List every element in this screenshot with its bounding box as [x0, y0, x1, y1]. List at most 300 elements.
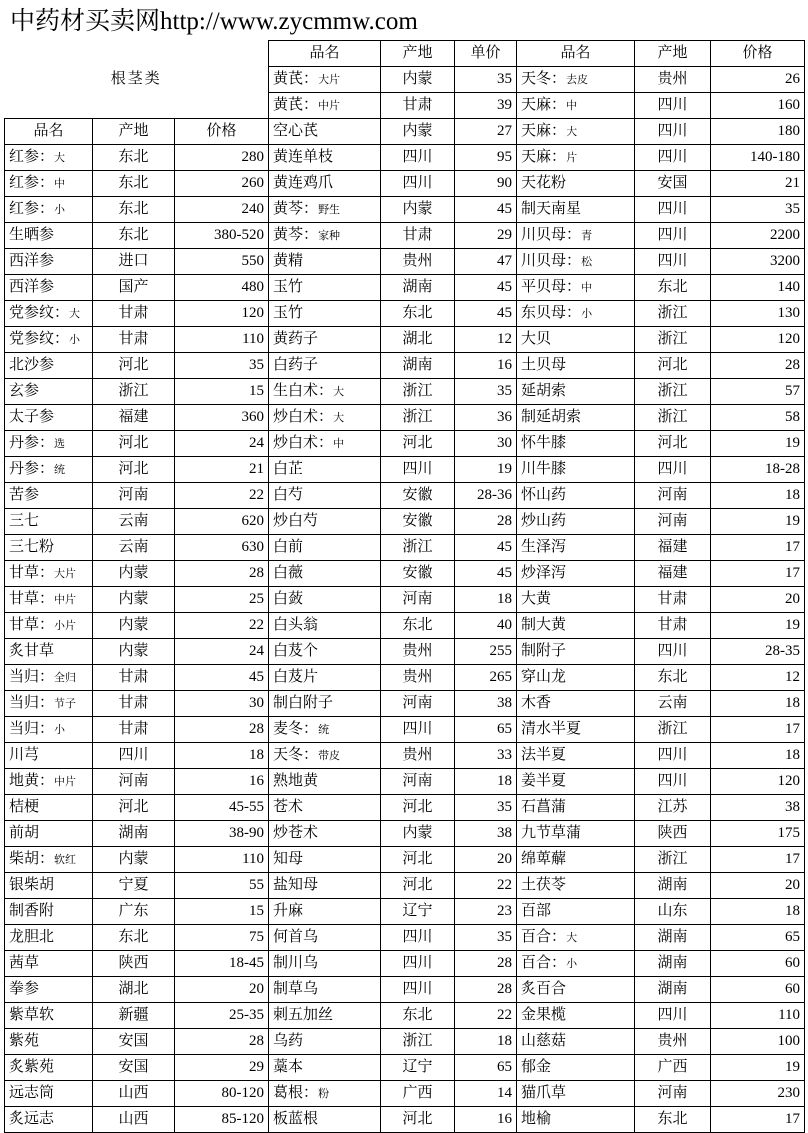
cell-origin: 辽宁: [381, 899, 455, 925]
cell-origin: 陕西: [635, 821, 711, 847]
table-row: [5, 977, 805, 1003]
cell-origin: 浙江: [381, 1029, 455, 1055]
product-name-text: 熟地黄: [273, 773, 319, 789]
cell-product-name: [269, 509, 381, 535]
cell-price: 130: [711, 301, 805, 327]
cell-origin: 四川: [93, 743, 175, 769]
product-name-text: 生泽泻: [521, 539, 567, 555]
cell-product-name: [5, 977, 93, 1003]
cell-product-name: [269, 691, 381, 717]
cell-product-name: [269, 223, 381, 249]
cell-origin: 山东: [635, 899, 711, 925]
cell-product-name: [269, 145, 381, 171]
cell-origin: 四川: [635, 93, 711, 119]
table-row: [5, 1003, 805, 1029]
cell-product-name: [5, 899, 93, 925]
cell-origin: 河北: [93, 353, 175, 379]
header-origin-left: 产地: [93, 119, 175, 145]
table-row: [5, 925, 805, 951]
cell-price: 65: [455, 717, 517, 743]
cell-price: 40: [455, 613, 517, 639]
product-name-text: 黄芪: [273, 70, 304, 87]
product-name-text: 川贝母: [521, 252, 567, 269]
table-row: [5, 769, 805, 795]
product-note-separator: ：: [54, 330, 70, 347]
product-note-separator: ：: [39, 668, 55, 685]
cell-price: 620: [175, 509, 269, 535]
product-name-text: 桔梗: [9, 799, 40, 815]
cell-product-name: [5, 665, 93, 691]
product-name-text: 红参: [9, 148, 40, 165]
cell-origin: 浙江: [381, 379, 455, 405]
product-name-text: 姜半夏: [521, 773, 567, 789]
product-name-text: 空心芪: [273, 123, 319, 139]
cell-product-name: [5, 301, 93, 327]
cell-price: 35: [455, 379, 517, 405]
cell-origin: 河南: [381, 691, 455, 717]
product-name-text: 刺五加丝: [273, 1007, 334, 1023]
product-name-text: 金果榄: [521, 1007, 567, 1023]
cell-origin: 甘肃: [381, 93, 455, 119]
cell-product-name: [517, 899, 635, 925]
cell-origin: 浙江: [635, 717, 711, 743]
table-row: [5, 457, 805, 483]
product-name-text: 黄连单枝: [273, 149, 334, 165]
cell-product-name: [5, 769, 93, 795]
product-name-text: 龙胆北: [9, 929, 55, 945]
product-name-text: 何首乌: [273, 929, 319, 945]
cell-price: 140-180: [711, 145, 805, 171]
product-name-text: 木香: [521, 695, 552, 711]
table-row: [5, 847, 805, 873]
product-note-separator: ：: [303, 746, 319, 763]
cell-origin: 四川: [635, 743, 711, 769]
cell-price: 260: [175, 171, 269, 197]
table-row: [5, 613, 805, 639]
cell-product-name: [269, 925, 381, 951]
cell-price: 20: [175, 977, 269, 1003]
cell-origin: 内蒙: [93, 613, 175, 639]
cell-origin: 河北: [381, 1107, 455, 1133]
header-origin-mid: 产地: [381, 41, 455, 67]
cell-price: 18: [455, 1029, 517, 1055]
product-name-text: 苦参: [9, 487, 40, 503]
cell-product-name: [517, 665, 635, 691]
product-note-text: 松: [581, 255, 593, 268]
header-price-right: 价格: [711, 41, 805, 67]
cell-price: 22: [455, 1003, 517, 1029]
cell-origin: 甘肃: [93, 301, 175, 327]
product-name-text: 苍术: [273, 799, 304, 815]
cell-price: 18: [711, 899, 805, 925]
product-name-text: 炒白术: [273, 434, 319, 451]
product-name-text: 制附子: [521, 643, 567, 659]
cell-origin: 贵州: [635, 67, 711, 93]
product-name-text: 红参: [9, 174, 40, 191]
cell-price: 45: [455, 197, 517, 223]
cell-product-name: [269, 431, 381, 457]
cell-price: 30: [175, 691, 269, 717]
cell-price: 265: [455, 665, 517, 691]
cell-product-name: [5, 379, 93, 405]
cell-price: 28: [455, 951, 517, 977]
product-name-text: 炒白术: [273, 408, 319, 425]
table-row: [5, 587, 805, 613]
product-note-separator: ：: [551, 954, 567, 971]
product-name-text: 百部: [521, 903, 552, 919]
table-row: [5, 821, 805, 847]
cell-origin: 湖南: [635, 951, 711, 977]
cell-origin: 东北: [381, 301, 455, 327]
product-note-text: 野生: [318, 203, 341, 216]
cell-price: 550: [175, 249, 269, 275]
cell-origin: 安国: [93, 1029, 175, 1055]
cell-product-name: [269, 353, 381, 379]
product-note-text: 选: [54, 437, 66, 450]
product-note-separator: ：: [39, 772, 55, 789]
product-note-text: 小: [54, 723, 66, 736]
cell-origin: 河北: [381, 873, 455, 899]
cell-origin: 河南: [635, 1081, 711, 1107]
product-name-text: 炒白芍: [273, 513, 319, 529]
product-name-text: 百合: [521, 928, 552, 945]
cell-price: 28: [175, 561, 269, 587]
table-row: [5, 691, 805, 717]
cell-product-name: [517, 535, 635, 561]
cell-origin: 内蒙: [381, 119, 455, 145]
product-name-text: 制白附子: [273, 695, 334, 711]
product-note-text: 小: [581, 307, 593, 320]
product-name-text: 茜草: [9, 955, 40, 971]
cell-product-name: [517, 951, 635, 977]
cell-origin: 四川: [635, 197, 711, 223]
product-note-separator: ：: [39, 590, 55, 607]
cell-origin: 湖南: [635, 873, 711, 899]
cell-price: 28-36: [455, 483, 517, 509]
cell-origin: 新疆: [93, 1003, 175, 1029]
cell-origin: 进口: [93, 249, 175, 275]
product-note-text: 中: [54, 177, 66, 190]
cell-price: 35: [455, 67, 517, 93]
cell-origin: 四川: [381, 925, 455, 951]
cell-price: 95: [455, 145, 517, 171]
cell-origin: 云南: [93, 509, 175, 535]
cell-product-name: [517, 769, 635, 795]
cell-product-name: [517, 457, 635, 483]
cell-origin: 内蒙: [93, 847, 175, 873]
cell-origin: 福建: [635, 561, 711, 587]
cell-product-name: [517, 145, 635, 171]
product-name-text: 炙甘草: [9, 643, 55, 659]
product-name-text: 拳参: [9, 981, 40, 997]
cell-product-name: [269, 1055, 381, 1081]
cell-product-name: [269, 171, 381, 197]
table-row: [5, 249, 805, 275]
product-name-text: 红参: [9, 200, 40, 217]
product-name-text: 法半夏: [521, 747, 567, 763]
cell-product-name: [5, 847, 93, 873]
product-name-text: 甘草: [9, 616, 40, 633]
product-name-text: 银柴胡: [9, 877, 55, 893]
cell-product-name: [517, 743, 635, 769]
product-note-separator: ：: [39, 200, 55, 217]
cell-product-name: [517, 561, 635, 587]
cell-product-name: [269, 847, 381, 873]
cell-origin: 东北: [93, 171, 175, 197]
table-row: [5, 301, 805, 327]
cell-origin: 湖南: [93, 821, 175, 847]
cell-price: 2200: [711, 223, 805, 249]
cell-origin: 四川: [635, 119, 711, 145]
cell-price: 38: [455, 691, 517, 717]
table-row: [5, 431, 805, 457]
cell-price: 45: [455, 561, 517, 587]
product-name-text: 玉竹: [273, 279, 304, 295]
product-name-text: 东贝母: [521, 304, 567, 321]
product-note-separator: ：: [39, 148, 55, 165]
cell-price: 19: [711, 509, 805, 535]
product-note-separator: ：: [318, 408, 334, 425]
table-row: [5, 1081, 805, 1107]
product-name-text: 天冬: [273, 746, 304, 763]
table-row: [5, 197, 805, 223]
cell-price: 140: [711, 275, 805, 301]
table-row: [5, 1107, 805, 1133]
cell-origin: 浙江: [381, 535, 455, 561]
product-name-text: 知母: [273, 851, 304, 867]
cell-product-name: [269, 665, 381, 691]
price-table-body: [5, 41, 805, 1133]
cell-product-name: [517, 171, 635, 197]
product-name-text: 黄连鸡爪: [273, 175, 334, 191]
cell-price: 60: [711, 977, 805, 1003]
cell-price: 180: [711, 119, 805, 145]
cell-origin: 四川: [381, 457, 455, 483]
cell-origin: 内蒙: [381, 821, 455, 847]
cell-origin: 云南: [635, 691, 711, 717]
cell-price: 240: [175, 197, 269, 223]
cell-origin: 云南: [93, 535, 175, 561]
product-note-separator: ：: [303, 226, 319, 243]
cell-product-name: [517, 1081, 635, 1107]
cell-product-name: [5, 405, 93, 431]
cell-origin: 四川: [635, 249, 711, 275]
cell-price: 65: [455, 1055, 517, 1081]
product-note-text: 软红: [54, 853, 77, 866]
cell-product-name: [269, 561, 381, 587]
product-name-text: 紫草软: [9, 1007, 55, 1023]
product-name-text: 白芷: [273, 461, 304, 477]
cell-price: 24: [175, 639, 269, 665]
cell-price: 280: [175, 145, 269, 171]
product-name-text: 平贝母: [521, 278, 567, 295]
cell-origin: 湖南: [635, 925, 711, 951]
cell-product-name: [5, 613, 93, 639]
table-row: [5, 743, 805, 769]
cell-price: 16: [175, 769, 269, 795]
product-name-text: 当归: [9, 694, 40, 711]
product-note-separator: ：: [551, 70, 567, 87]
cell-origin: 甘肃: [93, 665, 175, 691]
cell-origin: 四川: [635, 145, 711, 171]
header-name-left: 品名: [5, 119, 93, 145]
product-name-text: 丹参: [9, 460, 40, 477]
product-note-separator: ：: [303, 1084, 319, 1101]
cell-origin: 安国: [93, 1055, 175, 1081]
header-price-left: 价格: [175, 119, 269, 145]
cell-product-name: [517, 197, 635, 223]
product-name-text: 炒苍术: [273, 825, 319, 841]
cell-origin: 浙江: [635, 379, 711, 405]
table-row: [5, 145, 805, 171]
cell-price: 3200: [711, 249, 805, 275]
cell-price: 20: [711, 587, 805, 613]
cell-origin: 内蒙: [93, 587, 175, 613]
product-note-text: 家种: [318, 229, 341, 242]
table-row: [5, 795, 805, 821]
table-row: [5, 119, 805, 145]
cell-price: 110: [175, 847, 269, 873]
product-name-text: 天麻: [521, 148, 552, 165]
table-row: [5, 665, 805, 691]
cell-origin: 浙江: [381, 405, 455, 431]
cell-origin: 东北: [93, 197, 175, 223]
cell-product-name: [517, 275, 635, 301]
cell-price: 60: [711, 951, 805, 977]
cell-product-name: [517, 1107, 635, 1133]
table-row: [5, 483, 805, 509]
cell-product-name: [269, 1107, 381, 1133]
cell-origin: 河北: [381, 431, 455, 457]
cell-price: 18: [711, 691, 805, 717]
product-name-text: 白薇: [273, 565, 304, 581]
table-row: [5, 41, 805, 67]
cell-origin: 广东: [93, 899, 175, 925]
cell-origin: 河北: [381, 795, 455, 821]
cell-price: 22: [175, 613, 269, 639]
cell-price: 47: [455, 249, 517, 275]
cell-product-name: [5, 743, 93, 769]
cell-price: 21: [711, 171, 805, 197]
product-name-text: 藁本: [273, 1059, 304, 1075]
cell-product-name: [5, 171, 93, 197]
product-note-text: 统: [318, 723, 330, 736]
cell-product-name: [269, 717, 381, 743]
product-note-text: 大: [333, 385, 345, 398]
section-title: 根茎类: [110, 70, 162, 87]
cell-price: 55: [175, 873, 269, 899]
cell-origin: 东北: [635, 275, 711, 301]
cell-origin: 甘肃: [635, 587, 711, 613]
cell-price: 85-120: [175, 1107, 269, 1133]
cell-origin: 甘肃: [635, 613, 711, 639]
cell-price: 18: [711, 743, 805, 769]
cell-product-name: [269, 1029, 381, 1055]
cell-product-name: [5, 509, 93, 535]
cell-product-name: [269, 587, 381, 613]
cell-price: 25-35: [175, 1003, 269, 1029]
product-name-text: 生白术: [273, 382, 319, 399]
table-row: [5, 951, 805, 977]
cell-origin: 湖北: [381, 327, 455, 353]
cell-product-name: [517, 431, 635, 457]
cell-origin: 安徽: [381, 483, 455, 509]
product-note-separator: ：: [551, 122, 567, 139]
cell-origin: 四川: [381, 171, 455, 197]
product-note-separator: ：: [551, 148, 567, 165]
cell-product-name: [517, 1003, 635, 1029]
product-name-text: 炙远志: [9, 1111, 55, 1127]
cell-product-name: [5, 561, 93, 587]
product-name-text: 制延胡索: [521, 409, 582, 425]
product-note-text: 小: [69, 333, 81, 346]
product-name-text: 制草乌: [273, 981, 319, 997]
product-name-text: 黄药子: [273, 331, 319, 347]
cell-price: 19: [711, 431, 805, 457]
cell-product-name: [269, 379, 381, 405]
cell-product-name: [269, 301, 381, 327]
product-name-text: 黄芩: [273, 226, 304, 243]
header-name-mid: 品名: [269, 41, 381, 67]
cell-product-name: [269, 951, 381, 977]
product-note-separator: ：: [566, 252, 582, 269]
cell-origin: 安国: [635, 171, 711, 197]
product-note-text: 小: [566, 957, 578, 970]
cell-product-name: [517, 613, 635, 639]
product-name-text: 西洋参: [9, 279, 55, 295]
cell-product-name: [269, 67, 381, 93]
product-name-text: 黄芩: [273, 200, 304, 217]
cell-price: 12: [455, 327, 517, 353]
product-name-text: 玄参: [9, 383, 40, 399]
cell-origin: 河南: [635, 509, 711, 535]
cell-price: 24: [175, 431, 269, 457]
cell-origin: 贵州: [635, 1029, 711, 1055]
cell-product-name: [517, 249, 635, 275]
cell-price: 19: [711, 1055, 805, 1081]
cell-product-name: [517, 925, 635, 951]
cell-product-name: [269, 769, 381, 795]
product-name-text: 玉竹: [273, 305, 304, 321]
cell-product-name: [269, 275, 381, 301]
product-name-text: 制川乌: [273, 955, 319, 971]
table-row: [5, 873, 805, 899]
product-name-text: 白芨个: [273, 643, 319, 659]
table-row: [5, 171, 805, 197]
product-note-text: 中: [333, 437, 345, 450]
product-name-text: 天花粉: [521, 175, 567, 191]
cell-product-name: [5, 1081, 93, 1107]
cell-price: 160: [711, 93, 805, 119]
product-name-text: 百合: [521, 954, 552, 971]
product-note-text: 大片: [318, 73, 341, 86]
cell-origin: 浙江: [635, 405, 711, 431]
cell-origin: 四川: [635, 457, 711, 483]
product-note-text: 大: [333, 411, 345, 424]
cell-product-name: [5, 717, 93, 743]
product-note-text: 粉: [318, 1087, 330, 1100]
cell-origin: 福建: [635, 535, 711, 561]
product-note-separator: ：: [566, 304, 582, 321]
product-name-text: 郁金: [521, 1059, 552, 1075]
cell-price: 100: [711, 1029, 805, 1055]
cell-origin: 东北: [381, 613, 455, 639]
product-name-text: 白芍: [273, 487, 304, 503]
cell-product-name: [269, 483, 381, 509]
cell-product-name: [517, 483, 635, 509]
cell-origin: 贵州: [381, 665, 455, 691]
header-origin-right: 产地: [635, 41, 711, 67]
